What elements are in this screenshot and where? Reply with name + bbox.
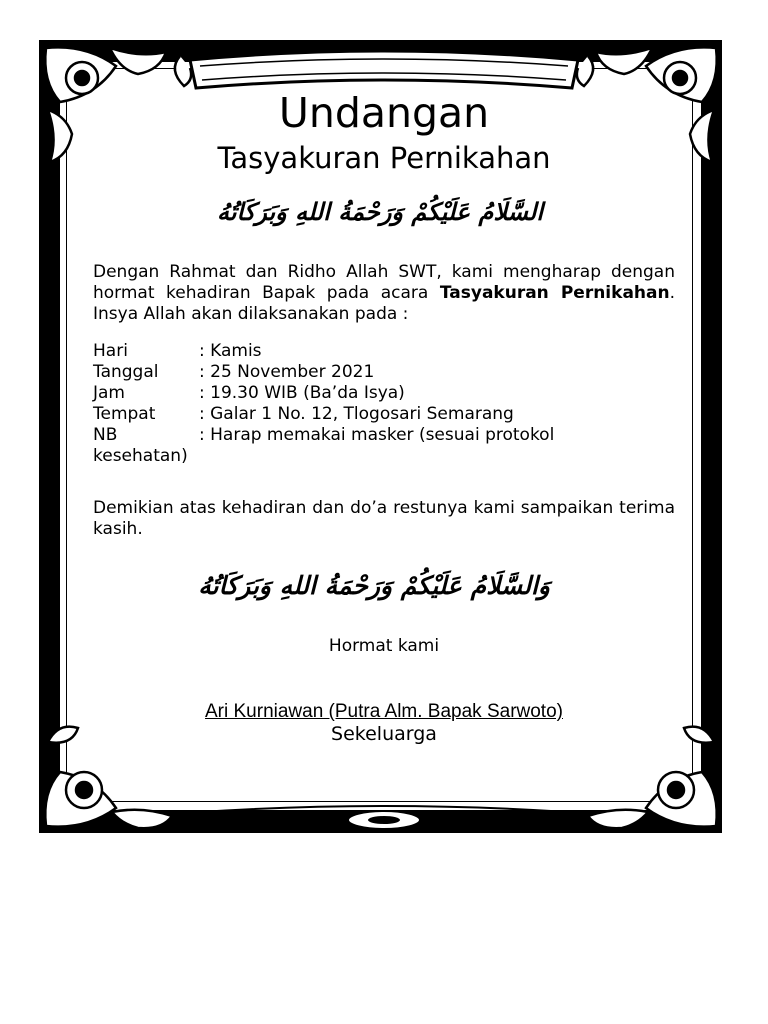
page-subtitle: Tasyakuran Pernikahan [217,141,551,175]
detail-label: Jam [93,383,125,403]
intro-text-after: . Insya Allah akan dilaksanakan pada : [93,283,675,324]
detail-value: : Galar 1 No. 12, Tlogosari Semarang [199,404,514,424]
detail-row-day [93,341,675,362]
detail-label: Tempat [93,404,156,424]
detail-row-place [93,404,675,425]
event-name-bold: Tasyakuran Pernikahan [439,283,670,303]
intro-paragraph [93,262,675,325]
intro-text-before: Dengan Rahmat dan Ridho Allah SWT, kami mengharap dengan hormat kehadiran Bapak pada acara [93,262,675,303]
sender-name: Ari Kurniawan (Putra Alm. Bapak Sarwoto) [205,701,563,722]
arabic-closing: وَالسَّلَامُ عَلَيْكُمْ وَرَحْمَةُ اللهِ وَبَرَكَاتُهُ [198,571,550,600]
detail-value: : 19.30 WIB (Ba’da Isya) [199,383,405,403]
detail-row-date [93,362,675,383]
arabic-greeting: السَّلَامُ عَلَيْكُمْ وَرَحْمَةُ اللهِ وَبَرَكَاتُهُ [216,197,544,226]
detail-label: Tanggal [93,362,159,382]
note-label: NB [93,425,118,445]
note-value: : Harap memakai masker (sesuai protokol [199,425,555,445]
detail-value: : 25 November 2021 [199,362,375,382]
closing-paragraph: Demikian atas kehadiran dan do’a restunya kami sampaikan terima kasih. [93,498,675,539]
bottom-center-ornament [200,806,568,829]
regards-text: Hormat kami [328,636,440,656]
detail-row-note [93,425,675,446]
sender-family: Sekeluarga [331,723,437,745]
top-banner-ornament [175,51,593,88]
note-continuation: kesehatan) [93,446,188,466]
detail-value: : Kamis [199,341,262,361]
event-details [93,341,675,467]
detail-label: Hari [93,341,128,361]
page-title: Undangan [278,89,490,137]
detail-row-time [93,383,675,404]
